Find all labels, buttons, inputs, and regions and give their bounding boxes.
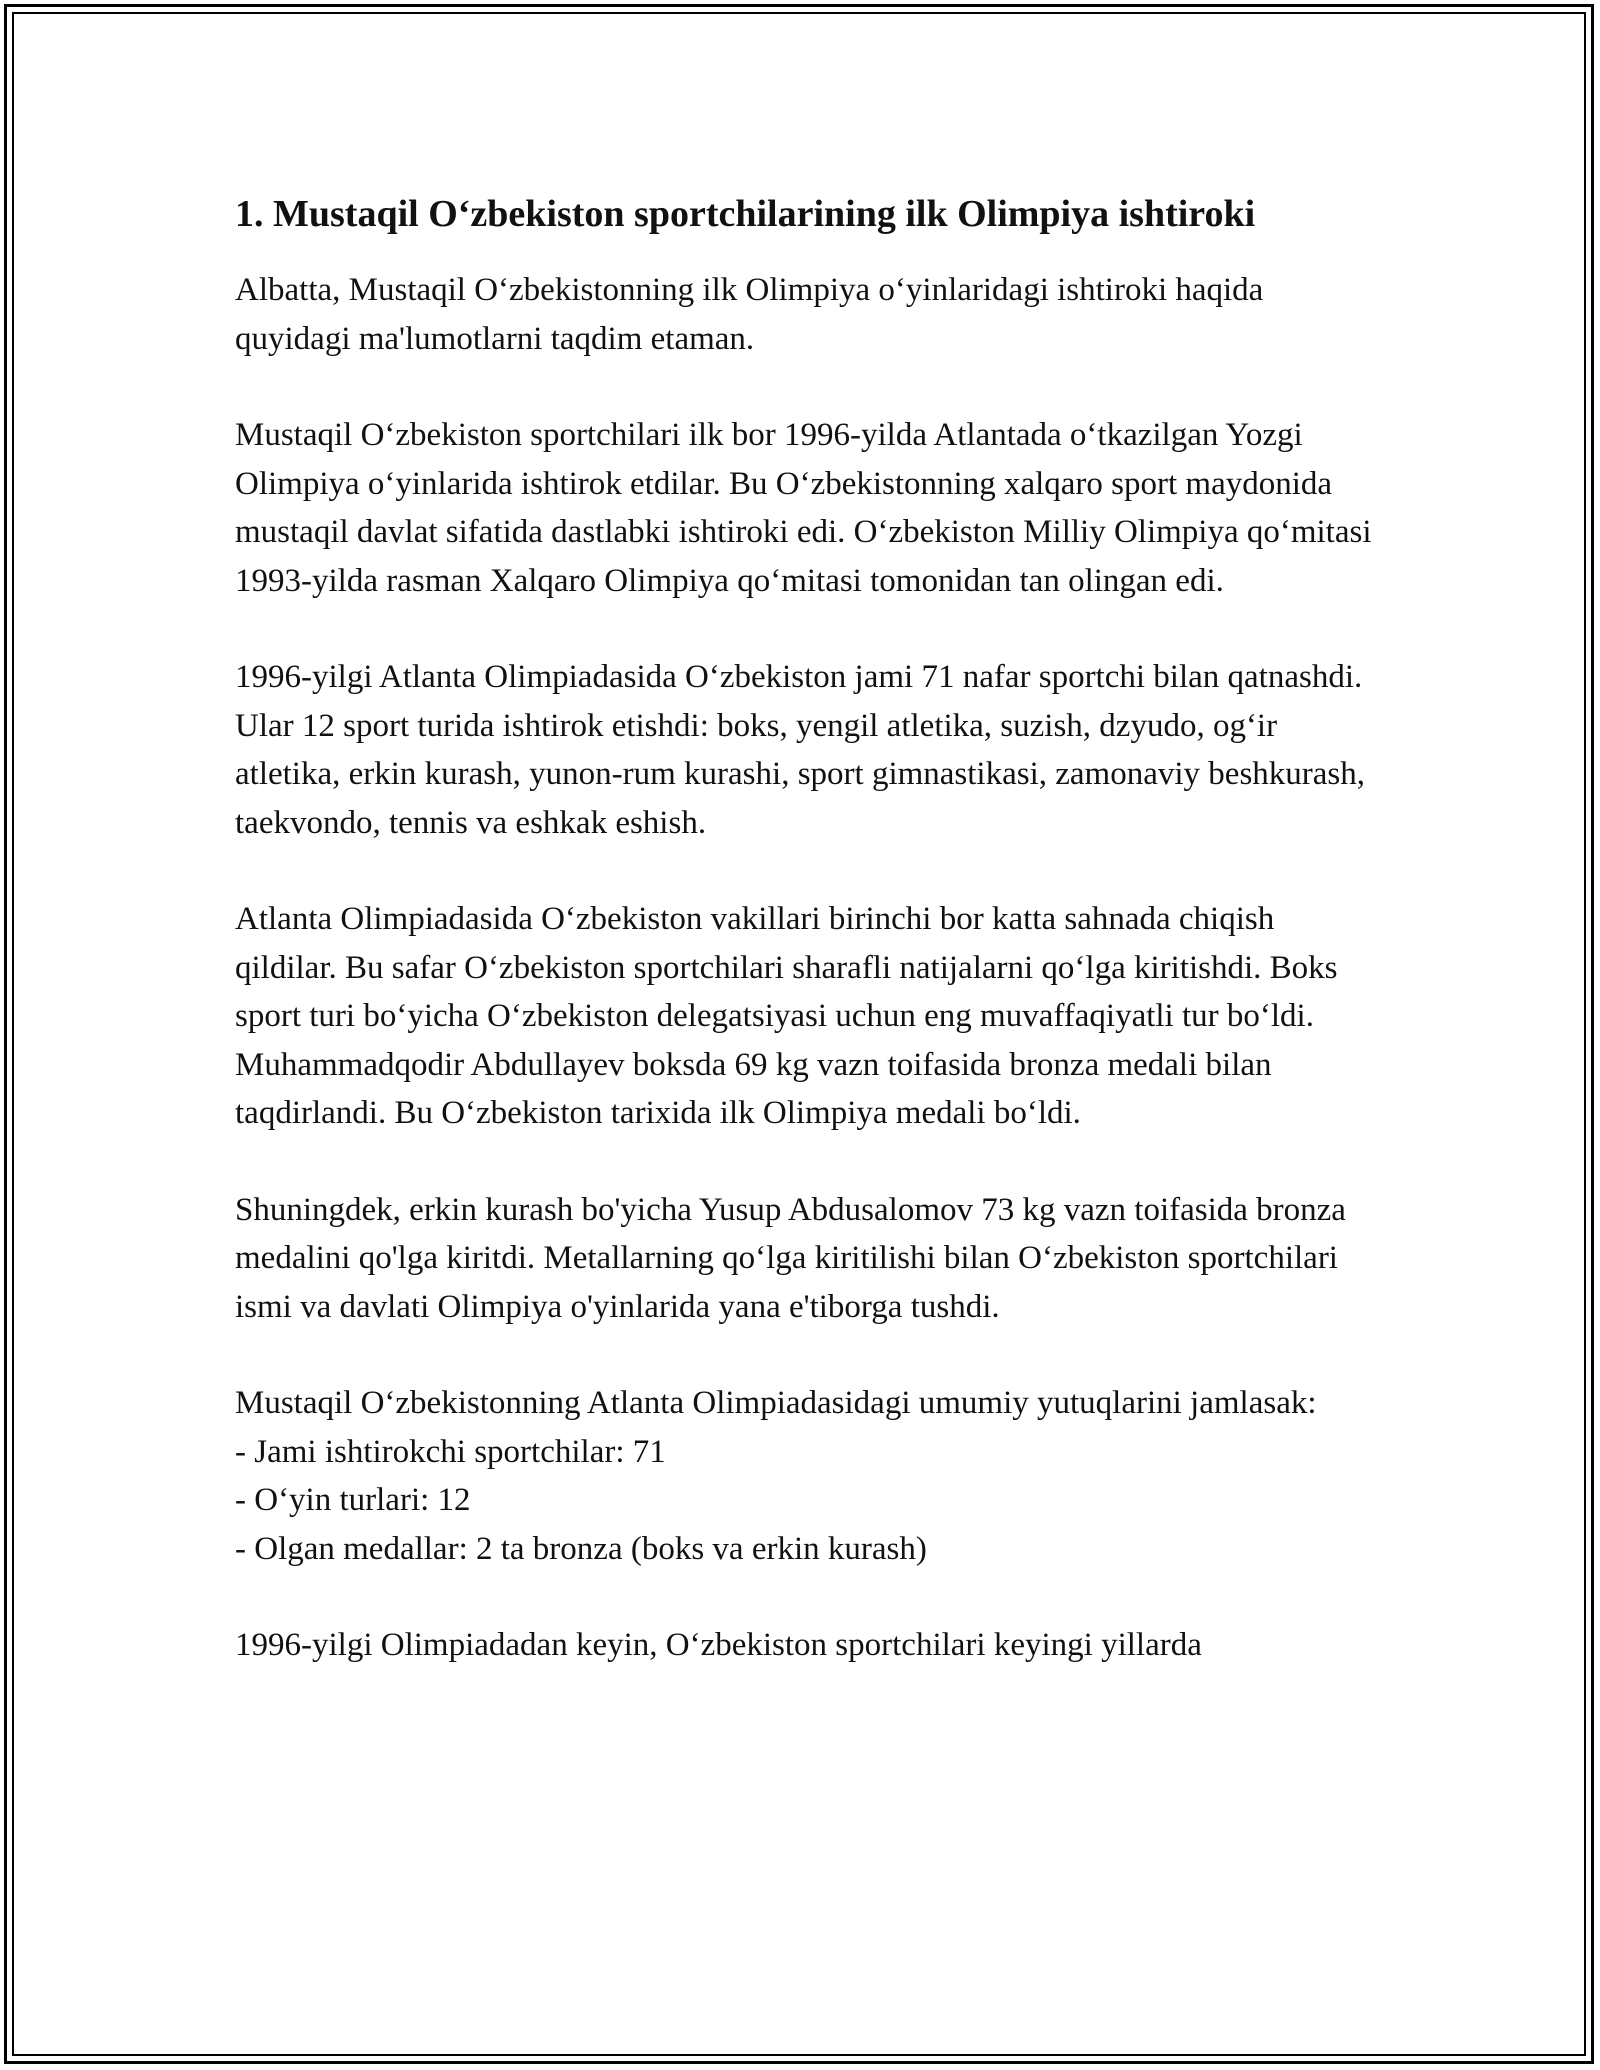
list-item: - Olgan medallar: 2 ta bronza (boks va erkin kurash) xyxy=(235,1530,927,1567)
paragraph-first-participation: Mustaqil O‘zbekiston sportchilari ilk bor 1996-yilda Atlantada o‘tkazilgan Yozgi Olimpiya o‘yinlarida ishtirok etdilar. Bu O‘zbekistonning xalqaro sport maydonida mustaqil davlat sifatida dastlabki ishtiroki edi. O‘zbekiston Milliy Olimpiya qo‘mitasi 1993-yilda rasman Xalqaro Olimpiya qo‘mitasi tomonidan tan olingan edi. xyxy=(235,417,1372,599)
document-body xyxy=(235,184,1375,1670)
paragraph-intro: Albatta, Mustaqil O‘zbekistonning ilk Olimpiya o‘yinlaridagi ishtiroki haqida quyidagi ma'lumotlarni taqdim etaman. xyxy=(235,272,1264,357)
paragraph-wrestling-medal: Shuningdek, erkin kurash bo'yicha Yusup Abdusalomov 73 kg vazn toifasida bronza medalini qo'lga kiritdi. Metallarning qo‘lga kiritilishi bilan O‘zbekiston sportchilari ismi va davlati Olimpiya o'yinlarida yana e'tiborga tushdi. xyxy=(235,1191,1346,1325)
paragraph-closing: 1996-yilgi Olimpiadadan keyin, O‘zbekiston sportchilari keyingi yillarda xyxy=(235,1627,1202,1663)
section-heading: 1. Mustaqil O‘zbekiston sportchilarining ilk Olimpiya ishtiroki xyxy=(235,193,1256,235)
paragraph-delegation: 1996-yilgi Atlanta Olimpiadasida O‘zbekiston jami 71 nafar sportchi bilan qatnashdi. Ular 12 sport turida ishtirok etishdi: boks, yengil atletika, suzish, dzyudo, og‘ir atletika, erkin kurash, yunon-rum kurashi, sport gimnastikasi, zamonaviy beshkurash, taekvondo, tennis va eshkak eshish. xyxy=(235,659,1366,841)
list-item: - O‘yin turlari: 12 xyxy=(235,1482,471,1518)
list-item: - Jami ishtirokchi sportchilar: 71 xyxy=(235,1433,666,1470)
paragraph-boxing-medal: Atlanta Olimpiadasida O‘zbekiston vakillari birinchi bor katta sahnada chiqish qildilar. Bu safar O‘zbekiston sportchilari sharafli natijalarni qo‘lga kiritishdi. Boks sport turi bo‘yicha O‘zbekiston delegatsiyasi uchun eng muvaffaqiyatli tur bo‘ldi. Muhammadqodir Abdullayev boksda 69 kg vazn toifasida bronza medali bilan taqdirlandi. Bu O‘zbekiston tarixida ilk Olimpiya medali bo‘ldi. xyxy=(235,901,1338,1131)
summary-list xyxy=(235,1428,1375,1574)
paragraph-summary-intro: Mustaqil O‘zbekistonning Atlanta Olimpiadasidagi umumiy yutuqlarini jamlasak: xyxy=(235,1385,1317,1421)
